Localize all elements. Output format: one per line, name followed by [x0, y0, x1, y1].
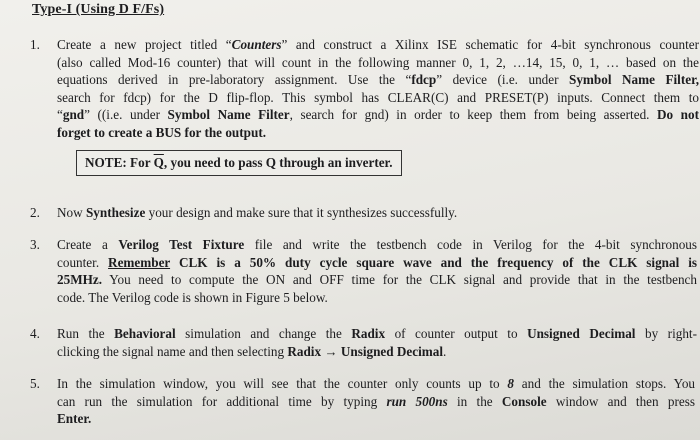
item-number: 5. — [30, 376, 40, 391]
q-bar-symbol: $\overline{Q}$ — [153, 155, 164, 170]
item-3-line-2: counter. Remember CLK is a 50% duty cycle square wave and the frequency of the CLK signal is — [57, 254, 697, 270]
item-number: 3. — [30, 237, 40, 252]
item-4-line-1: Run the Behavioral simulation and change the Radix of counter output to Unsigned Decimal by right- — [57, 326, 697, 341]
item-3-line-4: code. The Verilog code is shown in Figure 5 below. — [57, 289, 328, 305]
item-1-line-1: Create a new project titled “Counters” and construct a Xilinx ISE schematic for 4-bit synchronous counter — [57, 37, 699, 52]
item-2-line-1: Now Synthesize your design and make sure that it synthesizes successfully. — [57, 205, 458, 220]
item-1-line-4: search for fdcp) for the D flip-flop. This symbol has CLEAR(C) and PRESET(P) inputs. Connect them to — [57, 89, 699, 105]
section-heading: Type-I (Using D F/Fs) — [32, 2, 165, 17]
item-1-line-3: equations derived in pre-laboratory assignment. Use the “fdcp” device (i.e. under Symbol Name Filter, — [57, 72, 700, 87]
item-number: 2. — [30, 205, 40, 220]
item-1-line-2: (also called Mod-16 counter) that will count in the following manner 0, 1, 2, …14, 15, 0, 1, … based on the — [57, 54, 699, 70]
item-3-line-1: Create a Verilog Test Fixture file and write the testbench code in Verilog for the 4-bit synchronous — [57, 237, 698, 252]
item-5-line-1: In the simulation window, you will see that the counter only counts up to 8 and the simulation stops. You — [57, 376, 696, 391]
item-number: 4. — [30, 326, 40, 341]
item-3-line-3: 25MHz. You need to compute the ON and OFF time for the CLK signal and provide that in the testbench — [57, 272, 697, 287]
item-5-line-3: Enter. — [57, 411, 92, 426]
item-5-line-2: can run the simulation for additional time by typing run 500ns in the Console window and then press — [57, 393, 695, 409]
item-1-line-5: “gnd” ((i.e. under Symbol Name Filter, search for gnd) in order to keep them from being asserted. Do not — [57, 107, 700, 122]
item-4-line-2: clicking the signal name and then selecting Radix → Unsigned Decimal. — [57, 343, 447, 359]
item-number: 1. — [30, 37, 40, 52]
note-box: NOTE: For $\overline{Q}$, you need to pass Q through an inverter. — [76, 150, 402, 176]
item-1-line-6: forget to create a BUS for the output. — [57, 124, 267, 140]
